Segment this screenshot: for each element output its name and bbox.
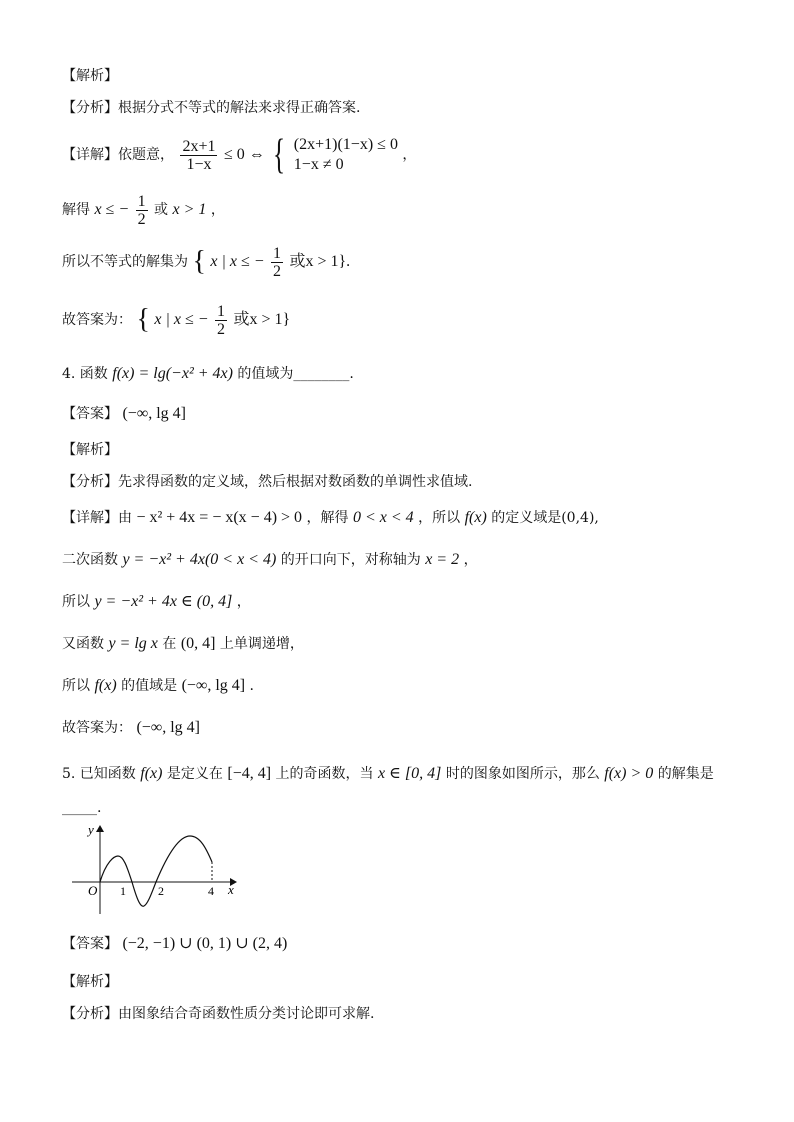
solve-pre: 解得 (62, 202, 90, 218)
lg-mid: 在 (162, 636, 177, 652)
answer-label: 【答案】 (62, 936, 118, 952)
answer-value: (−∞, lg 4] (136, 719, 200, 736)
lg-pre: 又函数 (62, 636, 104, 652)
answer-inner: x | x ≤ − (154, 311, 209, 328)
fraction-2x1-over-1x (180, 138, 217, 173)
answer-5 (62, 934, 287, 954)
quad-pre: 二次函数 (62, 552, 118, 568)
solve-line (62, 192, 225, 228)
so2-fx: f(x) (94, 677, 117, 694)
quad-axis: x = 2 (425, 551, 460, 568)
jiexi-heading-5: 【解析】 (62, 974, 118, 990)
jiexi-heading-4: 【解析】 (62, 442, 118, 458)
quadratic-line (62, 550, 478, 570)
lg-line (62, 634, 304, 654)
system-line-1: (2x+1)(1−x) ≤ 0 (293, 136, 398, 153)
left-brace-icon: { (192, 246, 206, 277)
set-pre: 所以不等式的解集为 (62, 254, 188, 270)
fenxi-5: 【分析】由图象结合奇函数性质分类讨论即可求解. (62, 1006, 375, 1022)
q4-post: 的值域为________. (237, 366, 354, 382)
so2-pre: 所以 (62, 678, 90, 694)
xiangjie-1 (62, 130, 416, 180)
fraction-denominator: 2 (137, 210, 146, 228)
jiexi-heading-1: 【解析】 (62, 68, 118, 84)
q4-function: f(x) = lg(−x² + 4x) (112, 365, 233, 382)
fenxi-4: 【分析】先求得函数的定义域，然后根据对数函数的单调性求值域. (62, 474, 473, 490)
fraction-numerator: 1 (273, 244, 281, 262)
fraction-numerator: 1 (137, 192, 146, 210)
lg-math: y = lg x (108, 635, 158, 652)
answer-4 (62, 404, 186, 424)
left-brace-icon: { (136, 304, 150, 335)
punct: ， (402, 147, 417, 163)
answer-value: (−2, −1) ∪ (0, 1) ∪ (2, 4) (122, 935, 288, 952)
q5-mid: 是定义在 (166, 766, 223, 782)
q5-blank: _____. (62, 800, 102, 816)
punct: ， (236, 594, 251, 610)
origin-label: O (88, 883, 98, 898)
solve-x2: x > 1 (172, 201, 207, 218)
xiangjie-1-label: 【详解】依题意， (62, 147, 174, 163)
q5-fx: f(x) (140, 765, 163, 782)
q5-post: 的解集是 (657, 766, 714, 782)
xiangjie-4 (62, 508, 599, 528)
so2-val: (−∞, lg 4] (181, 677, 246, 694)
function-graph (66, 818, 246, 918)
fenxi-1: 【分析】根据分式不等式的解法来求得正确答案. (62, 100, 361, 116)
set-or: 或x > 1}. (289, 253, 351, 270)
fraction-half (271, 245, 283, 280)
punct: ， (463, 552, 478, 568)
set-inner: x | x ≤ − (210, 253, 265, 270)
question-5 (62, 764, 714, 784)
so2-mid: 的值域是 (121, 678, 178, 694)
fraction-numerator: 1 (217, 302, 225, 320)
tick-label-1: 1 (120, 884, 126, 898)
punct: . (249, 678, 254, 694)
quad-post: 的开口向下，对称轴为 (280, 552, 421, 568)
lg-range: (0, 4] (180, 635, 216, 652)
y-axis-label: y (88, 822, 94, 837)
punct: ， (210, 202, 225, 218)
set-line (62, 242, 350, 282)
answer-value: (−∞, lg 4] (122, 405, 186, 422)
fraction-numerator: 2x+1 (182, 137, 216, 155)
xj4-range: 0 < x < 4 (352, 509, 414, 526)
q5-mid3: 时的图象如图所示，那么 (445, 766, 600, 782)
answer-4b (62, 718, 200, 738)
fraction-denominator: 2 (273, 262, 281, 280)
xj4-mid: ，解得 (306, 510, 349, 526)
function-curve (100, 836, 212, 906)
quad-math: y = −x² + 4x(0 < x < 4) (122, 551, 277, 568)
lg-post: 上单调递增， (219, 636, 304, 652)
so-line-1 (62, 592, 251, 612)
xj4-fx: f(x) (464, 509, 487, 526)
answer-or: 或x > 1} (233, 311, 291, 328)
answer-line-1 (62, 300, 290, 340)
fraction-denominator: 2 (217, 320, 225, 338)
answer-label: 【答案】 (62, 406, 118, 422)
or-text: 或 (154, 202, 169, 218)
fraction-half (215, 303, 227, 338)
xj4-mid2: ，所以 (418, 510, 461, 526)
x-axis-label: x (228, 882, 234, 897)
equation-system (294, 135, 398, 175)
answer-pre: 故答案为： (62, 312, 132, 328)
solve-x1: x ≤ − (94, 201, 130, 218)
so-line-2 (62, 676, 254, 696)
question-4 (62, 364, 354, 384)
q5-mid2: 上的奇函数，当 (275, 766, 374, 782)
q5-ineq: f(x) > 0 (604, 765, 654, 782)
system-line-2: 1−x ≠ 0 (293, 156, 344, 173)
xj4-post: 的定义域是(0,4), (491, 510, 599, 526)
q5-cond: x ∈ [0, 4] (377, 765, 442, 782)
xj4-math: − x² + 4x = − x(x − 4) > 0 (136, 509, 303, 526)
fraction-denominator: 1−x (186, 155, 212, 173)
xj4-pre: 【详解】由 (62, 510, 132, 526)
q4-pre: 4. 函数 (62, 366, 108, 382)
so1-math: y = −x² + 4x ∈ (0, 4] (94, 593, 233, 610)
so1-pre: 所以 (62, 594, 90, 610)
tick-label-4: 4 (208, 884, 214, 898)
q5-domain: [−4, 4] (227, 765, 272, 782)
q5-pre: 5. 已知函数 (62, 766, 136, 782)
fraction-half (136, 193, 148, 228)
answer-pre: 故答案为： (62, 720, 132, 736)
left-brace-icon: { (273, 132, 286, 178)
tick-label-2: 2 (158, 884, 164, 898)
relation: ≤ 0 ⇔ (223, 146, 265, 163)
